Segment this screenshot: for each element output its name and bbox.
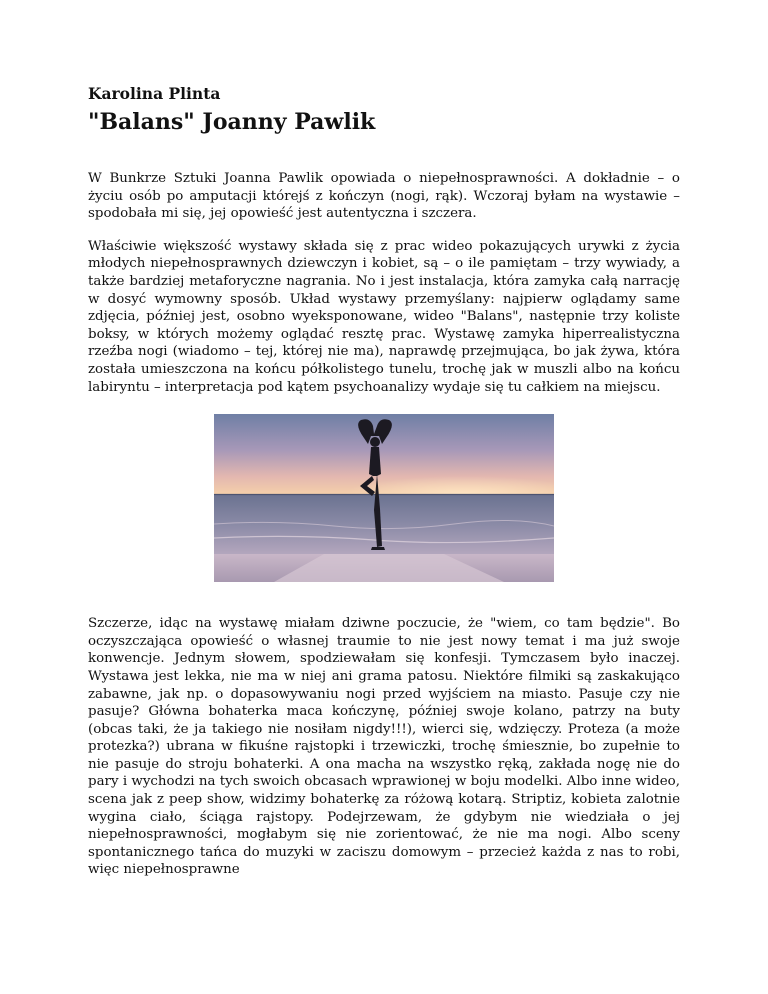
photo-yoga-beach-sunset [214,414,554,582]
photo-illustration [214,414,554,582]
article-title: "Balans" Joanny Pawlik [88,109,376,135]
paragraph-exhibition-layout: Właściwie większość wystawy składa się z prac wideo pokazujących urywki z życia młodych niepełnosprawnych dziewczyn i kobiet, są – o ile pamiętam – trzy wywiady, a także bardziej metaforyczne nagrania. No i jest instalacja, która zamyka całą narrację w dosyć wymowny sposób. Układ wystawy przemyślany: najpierw oglądamy same zdjęcia, później jest, osobno wyeksponowane, wideo "Balans", następnie trzy koliste boksy, w których możemy oglądać resztę prac. Wystawę zamyka hiperrealistyczna rzeźba nogi (wiadomo – tej, której nie ma), naprawdę przejmująca, bo jak żywa, która została umieszczona na końcu półkolistego tunelu, trochę jak w muszli albo na końcu labiryntu – interpretacja pod kątem psychoanalizy wydaje się tu całkiem na miejscu. [88,238,680,395]
paragraph-review: Szczerze, idąc na wystawę miałam dziwne poczucie, że "wiem, co tam będzie". Bo oczyszczająca opowieść o własnej traumie to nie jest nowy temat i ma już swoje konwencje. Jednym słowem, spodziewałam się konfesji. Tymczasem było inaczej. Wystawa jest lekka, nie ma w niej ani grama patosu. Niektóre filmiki są zaskakująco zabawne, jak np. o dopasowywaniu nogi przed wyjściem na miasto. Pasuje czy nie pasuje? Główna bohaterka maca kończynę, później swoje kolano, patrzy na buty (obcas taki, że ja takiego nie nosiłam nigdy!!!), wierci się, wdzięczy. Proteza (a może protezka?) ubrana w fikuśne rajstopki i trzewiczki, trochę śmiesznie, bo zupełnie to nie pasuje do stroju bohaterki. A ona macha na wszystko ręką, zakłada nogę nie do pary i wychodzi na tych swoich obcasach wprawionej w boju modelki. Albo inne wideo, scena jak z peep show, widzimy bohaterkę za różową kotarą. Striptiz, kobieta zalotnie wygina ciało, ściąga rajstopy. Podejrzewam, że gdybym nie wiedziała o jej niepełnosprawności, mogłabym się nie zorientować, że nie ma nogi. Albo sceny spontanicznego tańca do muzyki w zaciszu domowym – przecież każda z nas to robi, więc niepełnosprawne [88,616,680,878]
paragraph-intro: W Bunkrze Sztuki Joanna Pawlik opowiada o niepełnosprawności. A dokładnie – o życiu osób po amputacji którejś z kończyn (nogi, rąk). Wczoraj byłam na wystawie – spodobała mi się, jej opowieść jest autentyczna i szczera. [88,171,680,222]
author-name: Karolina Plinta [88,84,221,103]
document-page [88,84,680,894]
